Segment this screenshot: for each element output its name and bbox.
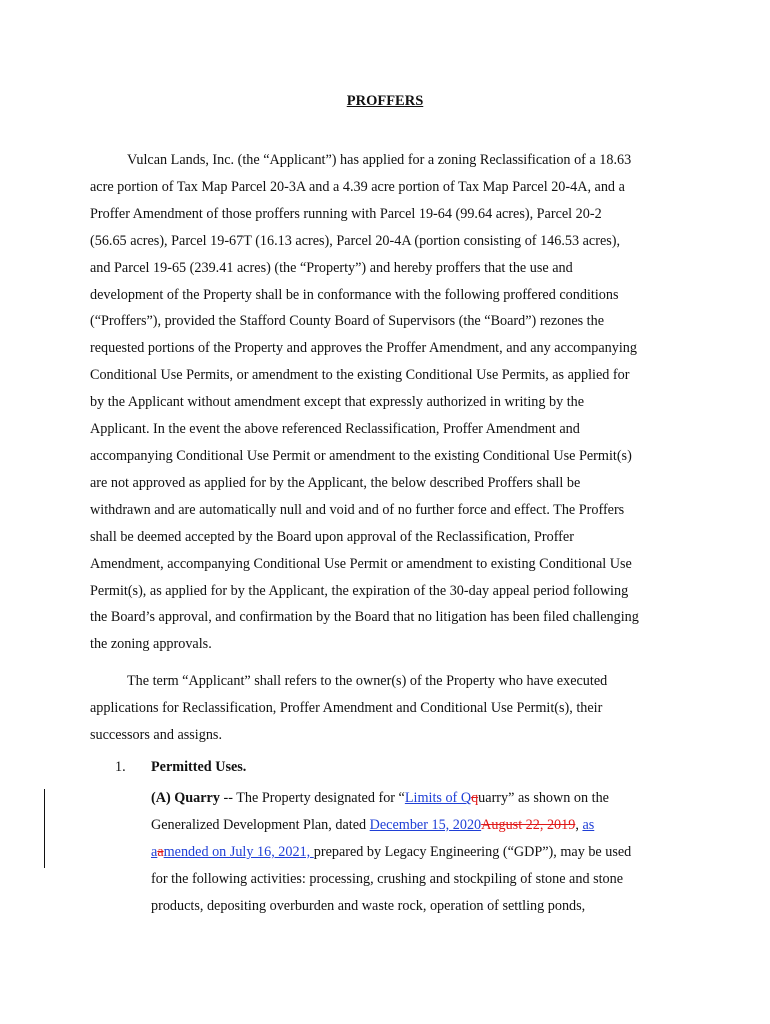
- inserted-text: Limits of Q: [404, 790, 472, 806]
- text-run: -- The Property designated for “: [219, 790, 405, 806]
- text-line: The term “Applicant” shall refers to the owner(s) of the Property who have executed: [127, 673, 608, 689]
- page-title: PROFFERS: [346, 93, 424, 109]
- text-line: and Parcel 19-65 (239.41 acres) (the “Property”) and hereby proffers that the use and: [90, 259, 573, 276]
- inserted-text: as: [582, 816, 595, 833]
- text-line: accompanying Conditional Use Permit or amendment to the existing Conditional Use Permit(s): [90, 447, 632, 464]
- text-line: (56.65 acres), Parcel 19-67T (16.13 acres), Parcel 20-4A (portion consisting of 146.53 acres),: [90, 232, 621, 249]
- text-line: acre portion of Tax Map Parcel 20-3A and a 4.39 acre portion of Tax Map Parcel 20-4A, and a: [90, 178, 625, 195]
- deleted-text: a: [157, 843, 164, 860]
- text-line: (“Proffers”), provided the Stafford County Board of Supervisors (the “Board”) rezones the: [90, 313, 605, 330]
- applicant-definition-paragraph: [90, 668, 690, 749]
- text-line: by the Applicant without amendment except that expressly authorized in writing by the: [90, 394, 585, 411]
- text-line: [151, 812, 691, 839]
- text-line: Conditional Use Permits, or amendment to the existing Conditional Use Permits, as applied for: [90, 367, 630, 384]
- applicant-paragraph: [90, 147, 690, 658]
- text-line: successors and assigns.: [90, 726, 223, 743]
- text-line: applications for Reclassification, Proffer Amendment and Conditional Use Permit(s), their: [90, 699, 603, 716]
- deleted-text: q: [471, 790, 479, 806]
- text-run: prepared by Legacy Engineering (“GDP”), may be used: [313, 843, 632, 860]
- section-heading-permitted-uses: [115, 759, 246, 776]
- section-number: 1.: [115, 759, 126, 775]
- text-run: ,: [575, 816, 583, 833]
- text-line: Permit(s), as applied for by the Applicant, the expiration of the 30-day appeal period following: [90, 582, 629, 599]
- text-line: Vulcan Lands, Inc. (the “Applicant”) has applied for a zoning Reclassification of a 18.63: [127, 152, 632, 168]
- text-line: the Board’s approval, and confirmation by the Board that no litigation has been filed challenging: [90, 609, 639, 626]
- text-line: [151, 785, 691, 812]
- deleted-text: August 22, 2019: [481, 816, 576, 833]
- revision-change-bar: [44, 789, 45, 868]
- text-line: requested portions of the Property and approves the Proffer Amendment, and any accompanying: [90, 340, 637, 357]
- text-line: shall be deemed accepted by the Board upon approval of the Reclassification, Proffer: [90, 528, 574, 545]
- inserted-text: mended on July 16, 2021,: [163, 843, 314, 860]
- text-line: for the following activities: processing, crushing and stockpiling of stone and stone: [151, 870, 624, 887]
- quarry-subsection: [151, 785, 691, 920]
- text-line: Proffer Amendment of those proffers running with Parcel 19-64 (99.64 acres), Parcel 20-2: [90, 205, 602, 222]
- section-title: Permitted Uses.: [151, 759, 247, 775]
- inserted-text: December 15, 2020: [369, 816, 482, 833]
- inserted-text: a: [151, 843, 158, 860]
- text-line: products, depositing overburden and waste rock, operation of settling ponds,: [151, 897, 586, 914]
- text-line: withdrawn and are automatically null and void and of no further force and effect. The Proffers: [90, 501, 625, 518]
- text-line: the zoning approvals.: [90, 636, 212, 653]
- subsection-label: (A) Quarry: [151, 790, 220, 806]
- text-line: Applicant. In the event the above referenced Reclassification, Proffer Amendment and: [90, 421, 580, 438]
- text-line: [151, 839, 691, 866]
- text-line: are not approved as applied for by the Applicant, the below described Proffers shall be: [90, 474, 581, 491]
- text-line: Amendment, accompanying Conditional Use Permit or amendment to existing Conditional Use: [90, 555, 632, 572]
- text-run: uarry” as shown on the: [478, 790, 609, 806]
- text-run: Generalized Development Plan, dated: [151, 816, 370, 833]
- text-line: development of the Property shall be in conformance with the following proffered conditions: [90, 286, 619, 303]
